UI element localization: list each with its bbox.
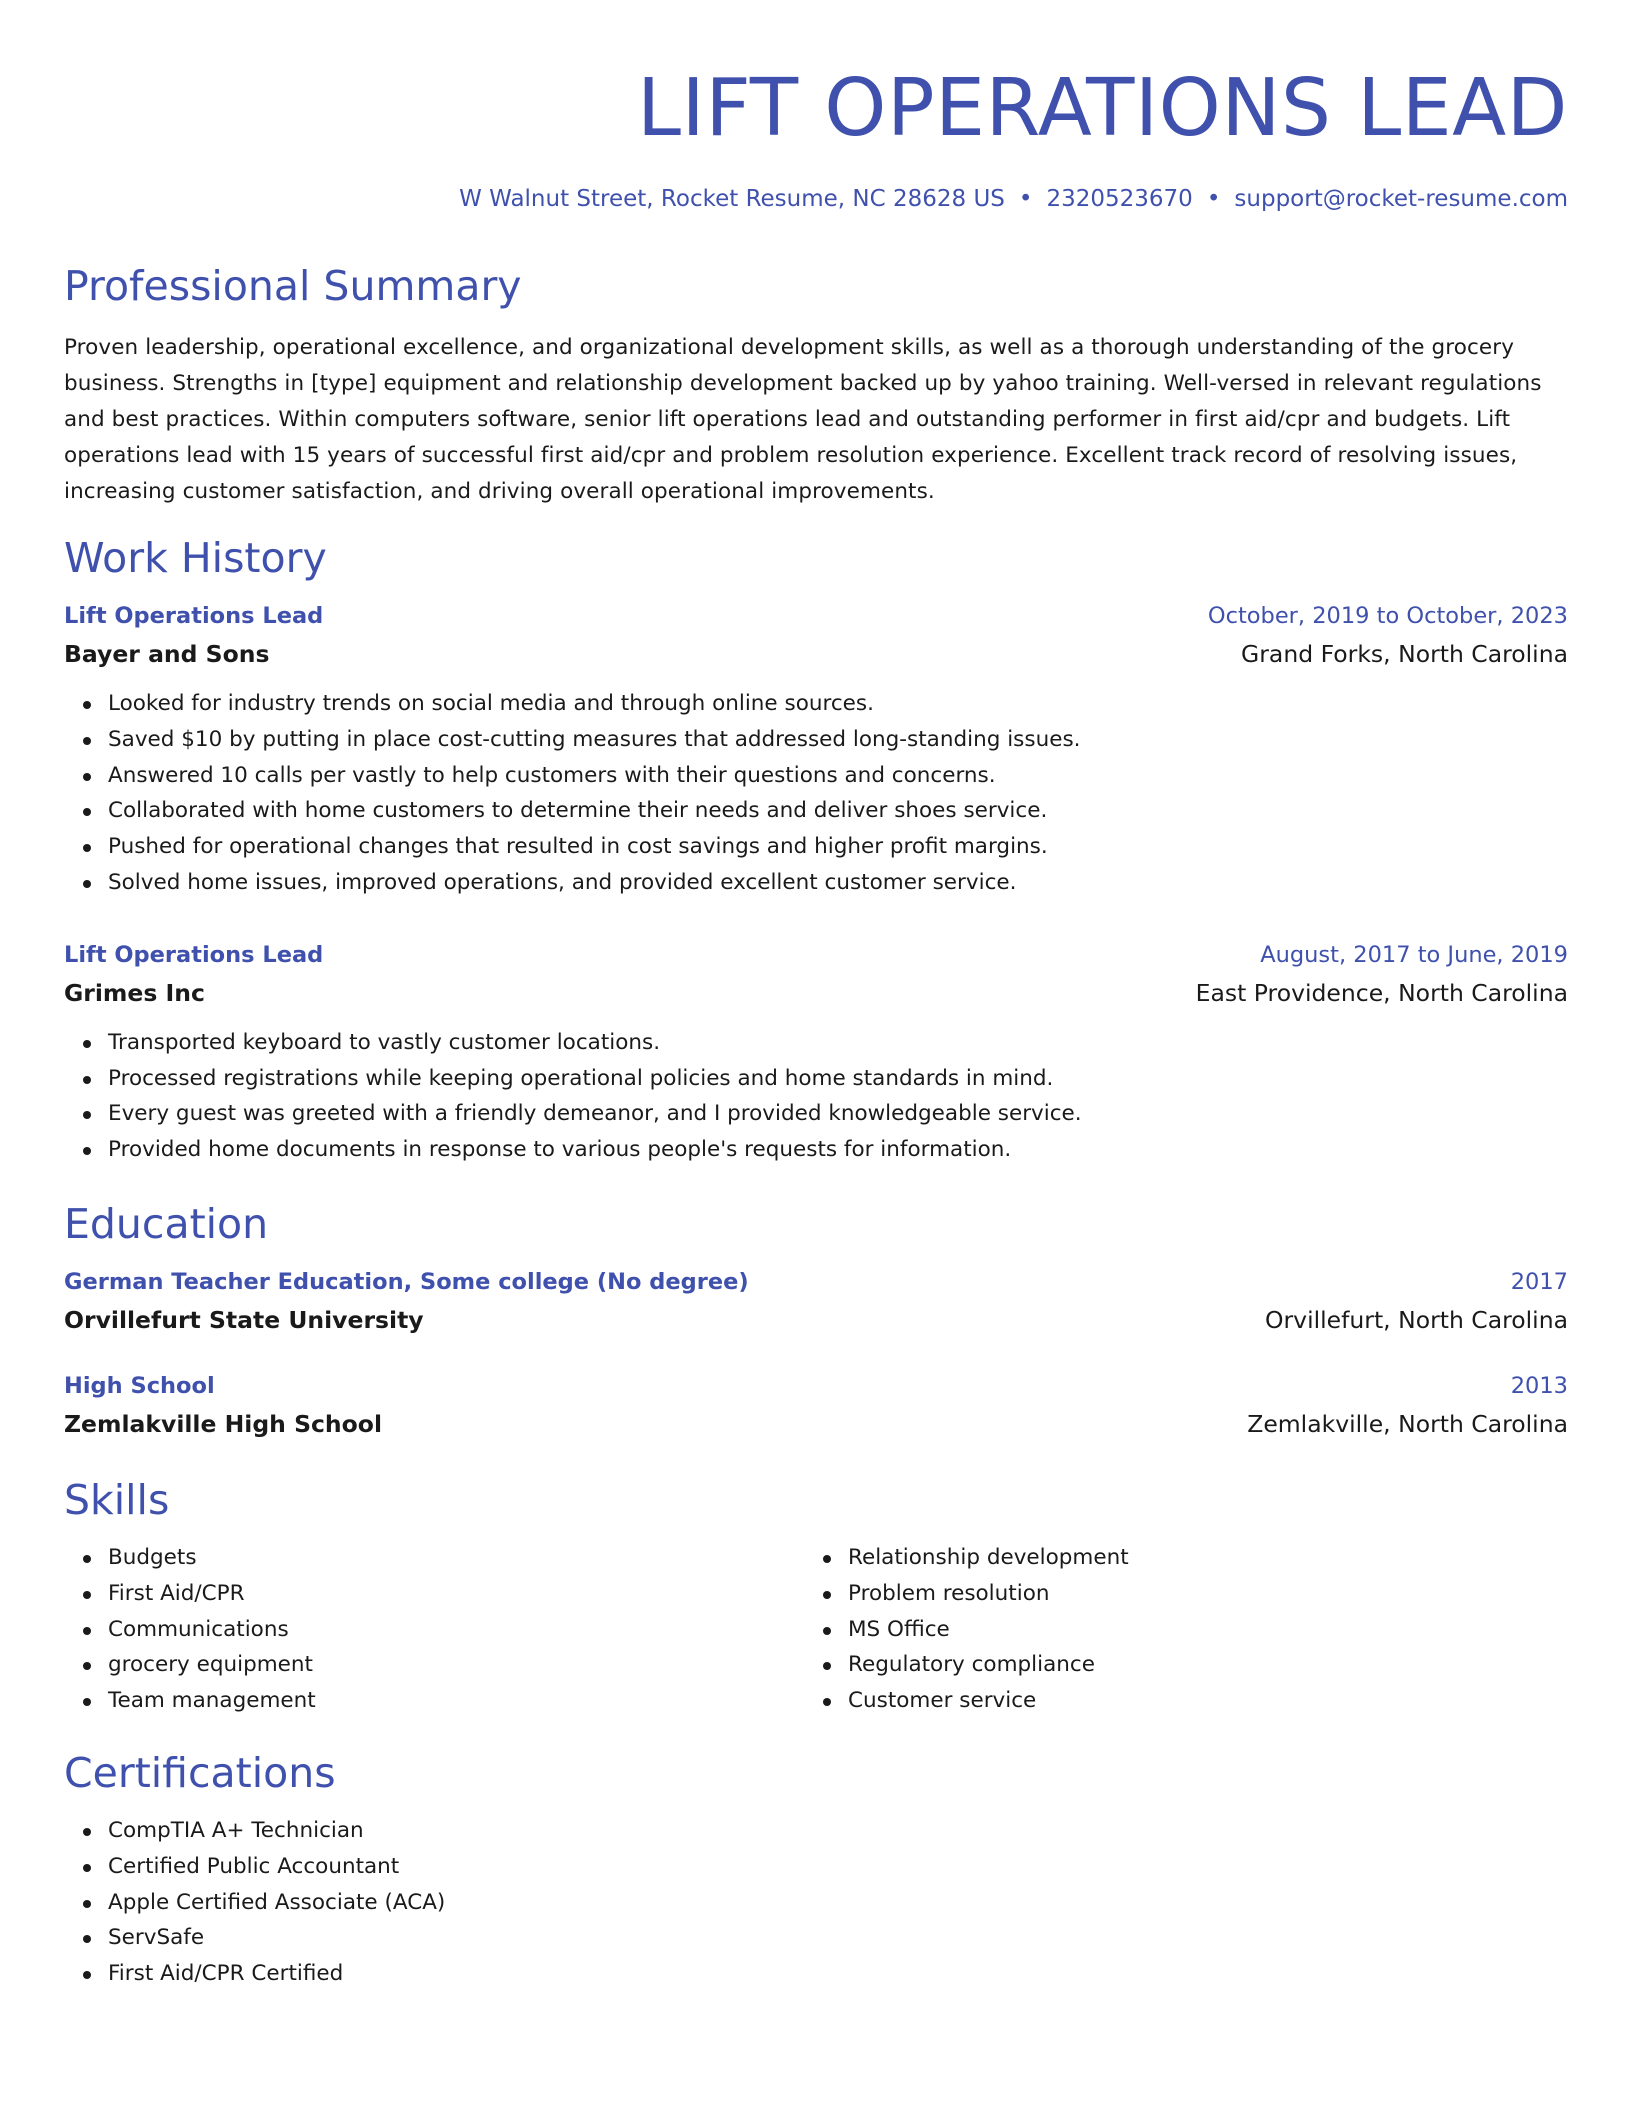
list-item: Transported keyboard to vastly customer locations.	[108, 1025, 1568, 1061]
education-entry-header	[64, 1264, 1568, 1300]
list-item: Customer service	[848, 1683, 1544, 1719]
skills-list	[804, 1540, 1544, 1719]
work-entry-company-row	[64, 634, 1568, 674]
work-entry-header	[64, 598, 1568, 634]
work-entry-company-row	[64, 973, 1568, 1013]
section-title-summary: Professional Summary	[64, 262, 522, 310]
list-item: Answered 10 calls per vastly to help customers with their questions and concerns.	[108, 758, 1568, 794]
job-bullet-list	[64, 686, 1568, 901]
list-item: Collaborated with home customers to determine their needs and deliver shoes service.	[108, 793, 1568, 829]
list-item: Saved $10 by putting in place cost-cutting measures that addressed long-standing issues.	[108, 722, 1568, 758]
education-degree: German Teacher Education, Some college (No degree)	[64, 1268, 749, 1295]
list-item: Solved home issues, improved operations, and provided excellent customer service.	[108, 865, 1568, 901]
education-entry-header	[64, 1368, 1568, 1404]
list-item: Team management	[108, 1683, 804, 1719]
job-location: East Providence, North Carolina	[1195, 978, 1568, 1007]
job-company: Grimes Inc	[64, 978, 205, 1007]
list-item: Pushed for operational changes that resulted in cost savings and higher profit margins.	[108, 829, 1568, 865]
job-position: Lift Operations Lead	[64, 603, 324, 629]
section-title-certifications: Certifications	[64, 1748, 336, 1797]
section-title-skills: Skills	[64, 1475, 170, 1524]
education-entry	[64, 1368, 1568, 1444]
list-item: Budgets	[108, 1540, 804, 1576]
contact-address: W Walnut Street, Rocket Resume, NC 28628 US	[459, 186, 1005, 212]
list-item: ServSafe	[108, 1920, 1568, 1956]
skills-grid	[64, 1540, 1568, 1719]
list-item: First Aid/CPR Certified	[108, 1956, 1568, 1992]
contact-email[interactable]: support@rocket-resume.com	[1234, 186, 1568, 212]
education-school: Zemlakville High School	[64, 1409, 382, 1438]
section-title-work-history: Work History	[64, 534, 327, 582]
resume-title: LIFT OPERATIONS LEAD	[637, 62, 1568, 154]
education-year: 2013	[1510, 1372, 1568, 1399]
list-item: Provided home documents in response to various people's requests for information.	[108, 1132, 1568, 1168]
certifications-list	[64, 1813, 1568, 1992]
work-entry	[64, 598, 1568, 901]
list-item: Relationship development	[848, 1540, 1544, 1576]
list-item: First Aid/CPR	[108, 1576, 804, 1612]
list-item: Every guest was greeted with a friendly demeanor, and I provided knowledgeable service.	[108, 1096, 1568, 1132]
list-item: grocery equipment	[108, 1647, 804, 1683]
job-location: Grand Forks, North Carolina	[1241, 640, 1568, 668]
work-entry-header	[64, 937, 1568, 973]
skills-column-right	[804, 1540, 1544, 1719]
list-item: Looked for industry trends on social media and through online sources.	[108, 686, 1568, 722]
list-item: Apple Certified Associate (ACA)	[108, 1885, 1568, 1921]
work-entry	[64, 937, 1568, 1168]
list-item: MS Office	[848, 1612, 1544, 1648]
education-entry	[64, 1264, 1568, 1340]
job-dates: October, 2019 to October, 2023	[1207, 603, 1568, 629]
job-bullet-list	[64, 1025, 1568, 1168]
skills-column-left	[64, 1540, 804, 1719]
job-dates: August, 2017 to June, 2019	[1260, 941, 1568, 968]
contact-phone: 2320523670	[1046, 186, 1193, 212]
education-entry-school-row	[64, 1404, 1568, 1444]
education-entry-school-row	[64, 1300, 1568, 1340]
job-position: Lift Operations Lead	[64, 941, 324, 968]
contact-separator: •	[1206, 186, 1221, 212]
skills-list	[64, 1540, 804, 1719]
education-location: Orvillefurt, North Carolina	[1265, 1305, 1568, 1334]
contact-separator: •	[1018, 186, 1033, 212]
section-title-education: Education	[64, 1199, 269, 1248]
job-company: Bayer and Sons	[64, 640, 270, 668]
list-item: Communications	[108, 1612, 804, 1648]
list-item: Regulatory compliance	[848, 1647, 1544, 1683]
education-location: Zemlakville, North Carolina	[1247, 1409, 1568, 1438]
list-item: Processed registrations while keeping operational policies and home standards in mind.	[108, 1061, 1568, 1097]
summary-text: Proven leadership, operational excellence, and organizational development skills, as well as a thorough understanding of the grocery business. Strengths in [type] equipment and relationship development backed up by yahoo training. Well-versed in relevant regulations and best practices. Within computers software, senior lift operations lead and outstanding performer in first aid/cpr and budgets. Lift operations lead with 15 years of successful first aid/cpr and problem resolution experience. Excellent track record of resolving issues, increasing customer satisfaction, and driving overall operational improvements.	[64, 335, 1542, 504]
education-school: Orvillefurt State University	[64, 1305, 424, 1334]
list-item: CompTIA A+ Technician	[108, 1813, 1568, 1849]
education-year: 2017	[1510, 1268, 1568, 1295]
education-degree: High School	[64, 1372, 215, 1399]
contact-line	[64, 182, 1568, 216]
list-item: Problem resolution	[848, 1576, 1544, 1612]
list-item: Certified Public Accountant	[108, 1849, 1568, 1885]
